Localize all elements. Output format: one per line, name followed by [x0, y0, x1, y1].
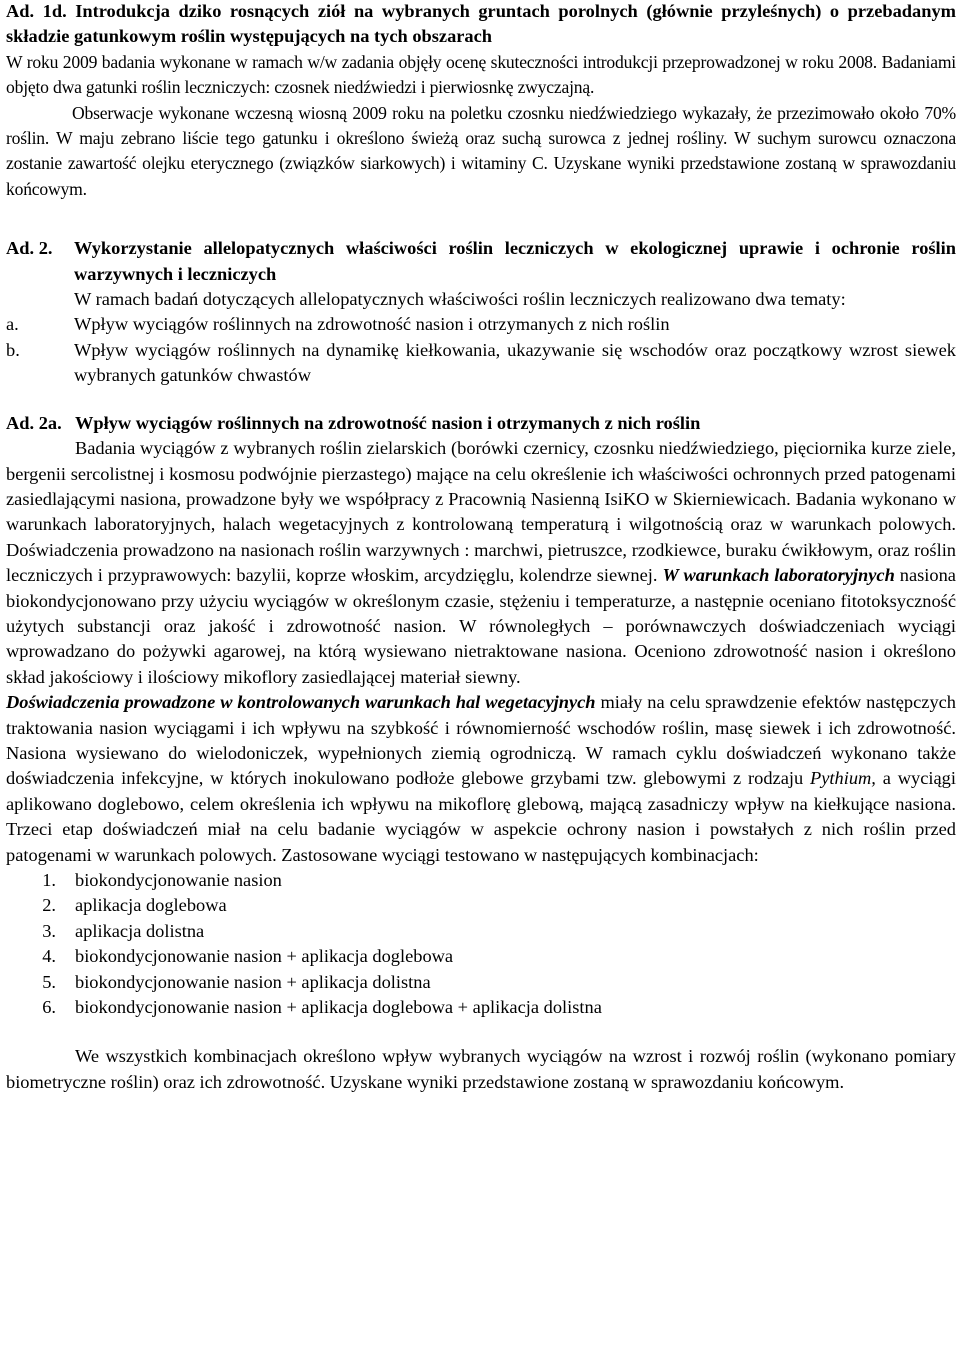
list-item: [6, 919, 956, 944]
pythium-term: Pythium,: [810, 768, 876, 789]
list-item-text: biokondycjonowanie nasion: [75, 870, 282, 890]
combinations-list: [6, 868, 956, 1020]
section-2-title: Wykorzystanie allelopatycznych właściwości roślin leczniczych w ekologicznej uprawie i ochronie roślin warzywnych i leczniczych: [74, 238, 956, 284]
section-2a-paragraph-1: [6, 436, 956, 690]
list-item: [6, 893, 956, 918]
section-2a-title: Wpływ wyciągów roślinnych na zdrowotność nasion i otrzymanych z nich roślin: [75, 412, 701, 433]
list-item-number: 5.: [42, 971, 56, 992]
section-2-number: Ad. 2.: [6, 238, 53, 259]
document-page: [6, 0, 956, 1095]
paragraph-2-text-2: a wyciągi aplikowano doglebowo, celem określenia ich wpływu na mikoflorę glebową, mającą zasadniczy wpływ na kiełkujące nasiona. Trzeci etap doświadczeń miał na celu badanie wyciągów w aspekcie ochrony nasion i powstałych z nich roślin przed patogenami w warunkach polowych. Zastosowane wyciągi testowano w następujących kombinacjach:: [6, 768, 956, 865]
section-2a-closing: We wszystkich kombinacjach określono wpływ wybranych wyciągów na wzrost i rozwój roślin (wykonano pomiary biometryczne roślin) oraz ich zdrowotność. Uzyskane wyniki przedstawione zostaną w sprawozdaniu końcowym.: [6, 1046, 956, 1092]
section-1-number: Ad. 1d.: [6, 1, 67, 21]
topic-a-text: Wpływ wyciągów roślinnych na zdrowotność nasion i otrzymanych z nich roślin: [74, 314, 670, 335]
list-item-number: 4.: [42, 946, 56, 967]
paragraph-1-text: Badania wyciągów z wybranych roślin zielarskich (borówki czernicy, czosnku niedźwiedziego, pięciornika kurze ziele, bergenii sercolistnej i kosmosu podwójnie pierzastego) mające na celu określenie ich właściwości ochronnych przed patogenami zasiedlającymi nasiona, prowadzone były we współpracy z Pracownią Nasienną IsiKO w Skierniewicach. Badania wykonano w warunkach laboratoryjnych, halach wegetacyjnych z kontrolowaną temperaturą i wilgotnością oraz w warunkach polowych. Doświadczenia prowadzono na nasionach roślin warzywnych : marchwi, pietruszce, rzodkiewce, buraku ćwikłowym, oraz roślin leczniczych i przyprawowych: bazylii, koprze włoskim, arcydzięglu, kolendrze siewnej.: [6, 438, 956, 586]
list-item: [6, 944, 956, 969]
section-2-heading: [6, 236, 956, 287]
topic-b-marker: b.: [6, 339, 20, 360]
section-2a-number: Ad. 2a.: [6, 412, 62, 433]
topic-b: [6, 338, 956, 389]
topic-b-text: Wpływ wyciągów roślinnych na dynamikę kiełkowania, ukazywanie się wschodów oraz początkowy wzrost siewek wybranych gatunków chwastów: [74, 339, 956, 386]
list-item-text: biokondycjonowanie nasion + aplikacja dolistna: [75, 971, 431, 992]
topic-a-marker: a.: [6, 314, 19, 335]
section-2a-heading: [6, 411, 956, 436]
section-2-intro: W ramach badań dotyczących allelopatycznych właściwości roślin leczniczych realizowano dwa tematy:: [74, 289, 846, 310]
list-item-number: 2.: [42, 895, 56, 916]
topic-a: [6, 312, 956, 337]
lab-conditions-phrase: W warunkach laboratoryjnych: [662, 565, 895, 586]
list-item: [6, 970, 956, 995]
section-2: [6, 236, 956, 388]
list-item-text: aplikacja dolistna: [75, 920, 205, 941]
list-item-number: 6.: [42, 997, 56, 1018]
section-1-paragraph-1: W roku 2009 badania wykonane w ramach w/w zadania objęły ocenę skuteczności introdukcji przeprowadzonej w roku 2008. Badaniami objęto dwa gatunki roślin leczniczych: czosnek niedźwiedzi i pierwiosnkę zwyczajną.: [6, 51, 956, 98]
section-1-heading: [6, 0, 956, 50]
section-1: [6, 0, 956, 202]
list-item-number: 1.: [42, 870, 56, 890]
list-item-text: aplikacja doglebowa: [75, 895, 227, 916]
list-item: [6, 868, 956, 893]
list-item-text: biokondycjonowanie nasion + aplikacja doglebowa: [75, 946, 454, 967]
paragraph-1-lab-text: nasiona biokondycjonowano przy użyciu wyciągów w określonym czasie, stężeniu i temperaturze, a następnie oceniano fitotoksyczność użytych substancji oraz jakość i zdrowotność nasion. W równoległych – porównawczych doświadczeniach wyciągi wprowadzano do pożywki agarowej, na którą wysiewano nietraktowane nasiona. Oceniono zdrowotność nasion i określono skład jakościowy i ilościowy mikoflory zasiedlającej materiał siewny.: [6, 565, 956, 687]
greenhouse-phrase: Doświadczenia prowadzone w kontrolowanych warunkach hal wegetacyjnych: [6, 692, 596, 713]
list-item-text: biokondycjonowanie nasion + aplikacja doglebowa + aplikacja dolistna: [75, 997, 602, 1018]
list-item-number: 3.: [42, 920, 56, 941]
section-1-paragraph-2: Obserwacje wykonane wczesną wiosną 2009 roku na poletku czosnku niedźwiedziego wykazały, że przezimowało około 70% roślin. W maju zebrano liście tego gatunku i określono świeżą oraz suchą surowca z jednej rośliny. W suchym surowcu oznaczona zostanie zawartość olejku eterycznego (związków siarkowych) i witaminy C. Uzyskane wyniki przedstawione zostaną w sprawozdaniu końcowym.: [6, 102, 956, 199]
section-2a-paragraph-2: [6, 690, 956, 868]
paragraph-2-text-1: miały na celu sprawdzenie efektów następczych traktowania nasion wyciągami i ich wpływu na szybkość i równomierność wschodów roślin, masę siewek i ich zdrowotność. Nasiona wysiewano do wielodoniczek, wypełnionych ziemią ogrodniczą. W ramach cyklu doświadczeń wykonano także doświadczenia infekcyjne, w których inokulowano podłoże glebowe grzybami tzw. glebowymi z rodzaju: [6, 692, 957, 789]
section-1-title: Introdukcja dziko rosnących ziół na wybranych gruntach porolnych (głównie przyleśnych) o przebadanym składzie gatunkowym roślin występujących na tych obszarach: [6, 1, 956, 47]
list-item: [6, 995, 956, 1020]
section-2a: [6, 411, 956, 1096]
